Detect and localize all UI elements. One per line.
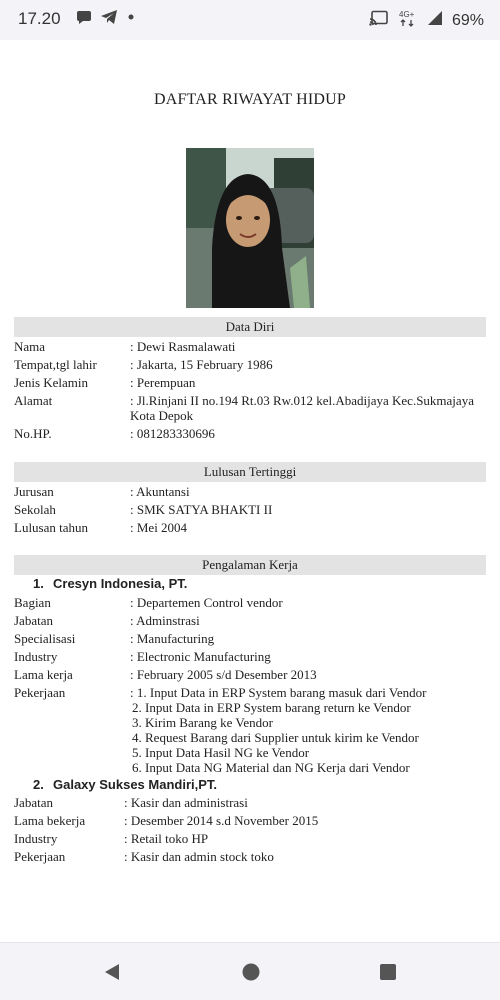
telegram-icon (100, 9, 118, 30)
value: : Departemen Control vendor (130, 595, 283, 610)
label: Sekolah (14, 502, 56, 517)
section-pengalaman-kerja: Pengalaman Kerja (14, 555, 486, 575)
label: Lulusan tahun (14, 520, 89, 535)
task-item: 2. Input Data in ERP System barang return ke Vendor (132, 700, 411, 715)
network-4g-icon (398, 9, 418, 32)
label: Nama (14, 339, 46, 354)
label: Lama bekerja (14, 813, 86, 828)
value: : Adminstrasi (130, 613, 200, 628)
value: : Retail toko HP (124, 831, 209, 846)
cv-document (0, 52, 500, 942)
value: : Kasir dan administrasi (124, 795, 248, 810)
status-right-icons (369, 9, 484, 32)
label: Industry (14, 831, 58, 846)
section-lulusan-tertinggi: Lulusan Tertinggi (14, 462, 486, 482)
label: Jabatan (14, 795, 53, 810)
task-item: 3. Kirim Barang ke Vendor (132, 715, 273, 730)
value: : SMK SATYA BHAKTI II (130, 502, 273, 517)
label: Lama kerja (14, 667, 73, 682)
value: : Electronic Manufacturing (130, 649, 271, 664)
status-bar (0, 0, 500, 40)
value: : Kasir dan admin stock toko (124, 849, 274, 864)
value: : Jl.Rinjani II no.194 Rt.03 Rw.012 kel.Abadijaya Kec.Sukmajaya Kota Depok (130, 393, 474, 423)
label: Industry (14, 649, 58, 664)
dot-icon (126, 9, 136, 30)
status-time: 17.20 (18, 9, 61, 28)
label: Alamat (14, 393, 53, 408)
company-number: 1. (33, 576, 44, 591)
task-item: 4. Request Barang dari Supplier untuk kirim ke Vendor (132, 730, 419, 745)
company-number: 2. (33, 777, 44, 792)
label: Bagian (14, 595, 51, 610)
label: Jenis Kelamin (14, 375, 89, 390)
label: Jabatan (14, 613, 53, 628)
home-icon[interactable] (241, 962, 261, 987)
task-item: 6. Input Data NG Material dan NG Kerja dari Vendor (132, 760, 410, 775)
company-2-title (33, 777, 217, 792)
value: : Desember 2014 s.d November 2015 (124, 813, 319, 828)
signal-icon (427, 10, 443, 31)
value: : Perempuan (130, 375, 196, 390)
value: : Jakarta, 15 February 1986 (130, 357, 273, 372)
status-left-icons (76, 9, 136, 30)
value: : 1. Input Data in ERP System barang masuk dari Vendor (130, 685, 427, 700)
network-label: 4G+ (398, 10, 415, 19)
label: Tempat,tgl lahir (14, 357, 97, 372)
label: Pekerjaan (14, 685, 66, 700)
company-name: Cresyn Indonesia, PT. (53, 576, 188, 591)
document-title: DAFTAR RIWAYAT HIDUP (153, 91, 347, 108)
label: Jurusan (14, 484, 54, 499)
company-name: Galaxy Sukses Mandiri,PT. (53, 777, 218, 792)
label: No.HP. (14, 426, 52, 441)
value: : 081283330696 (130, 426, 215, 441)
battery-percent: 69% (451, 11, 484, 29)
label: Specialisasi (14, 631, 76, 646)
recents-icon[interactable] (378, 962, 398, 987)
value: : Mei 2004 (130, 520, 188, 535)
back-icon[interactable] (102, 962, 122, 987)
chat-bubble-icon (76, 9, 92, 30)
company-1-title (33, 576, 187, 591)
value: : Akuntansi (130, 484, 190, 499)
section-data-diri: Data Diri (14, 317, 486, 337)
cast-icon (369, 10, 389, 31)
value: : February 2005 s/d Desember 2013 (130, 667, 317, 682)
label: Pekerjaan (14, 849, 66, 864)
profile-photo (186, 148, 314, 308)
navigation-bar (0, 942, 500, 1000)
value: : Dewi Rasmalawati (130, 339, 236, 354)
value: : Manufacturing (130, 631, 215, 646)
task-item: 5. Input Data Hasil NG ke Vendor (132, 745, 310, 760)
